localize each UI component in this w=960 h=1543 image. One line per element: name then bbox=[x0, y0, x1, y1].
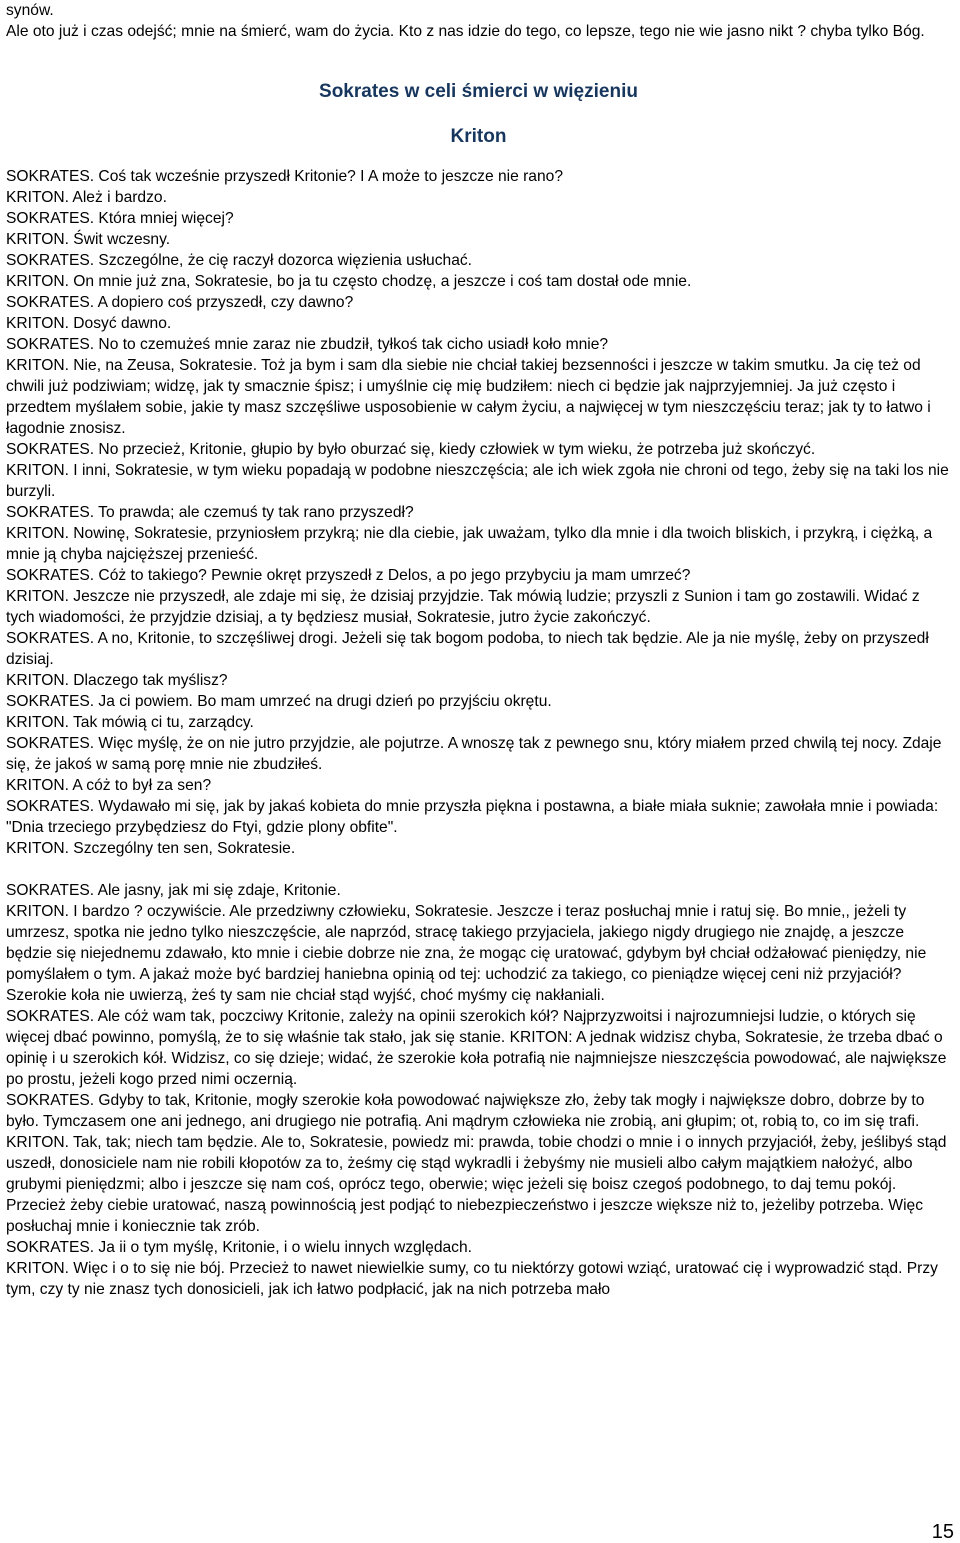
intro-paragraph: Ale oto już i czas odejść; mnie na śmierć, wam do życia. Kto z nas idzie do tego, co lepsze, tego nie wie jasno nikt ? chyba tylko Bóg. bbox=[6, 23, 925, 40]
blank-line bbox=[6, 859, 951, 880]
dialogue-line: SOKRATES. Coś tak wcześnie przyszedł Kritonie? I A może to jeszcze nie rano? bbox=[6, 168, 563, 185]
dialogue-line: KRITON. Tak, tak; niech tam będzie. Ale to, Sokratesie, powiedz mi: prawda, tobie chodzi o mnie i o innych przyjaciół, żeby, jeślibyś stąd uszedł, donosiciele nam nie robili kłopotów za to, żeśmy cię stąd wykradli i żebyśmy nie musieli albo całym majątkiem nałożyć, albo grubymi pieniędzmi; albo i jeszcze się nam coś, oprócz tego, oberwie; więc jeżeli się boisz czegoś podobnego, to daj temu pokój. Przecież żeby ciebie uratować, naszą powinnością jest podjąć to niebezpieczeństwo i jeszcze większe niż to, jeżeliby potrzeba. Więc posłuchaj mnie i koniecznie tak zrób. bbox=[6, 1134, 947, 1235]
dialogue-line: SOKRATES. No przecież, Kritonie, głupio by było oburzać się, kiedy człowiek w tym wieku, że potrzeba już skończyć. bbox=[6, 441, 816, 458]
page-title: Sokrates w celi śmierci w więzieniu bbox=[319, 81, 638, 102]
dialogue-line: KRITON. Jeszcze nie przyszedł, ale zdaje mi się, że dzisiaj przyjdzie. Tak mówią ludzie; przyszli z Sunion i tam go zostawili. Widać z tych wiadomości, że przyjdzie dzisiaj, a ty będziesz musiał, Sokratesie, jutro życie zakończyć. bbox=[6, 588, 920, 626]
dialogue-line: SOKRATES. Ale cóż wam tak, poczciwy Kritonie, zależy na opinii szerokich kół? Najprzyzwoitsi i najrozumniejsi ludzie, o których się więcej dbać powinno, pomyślą, że to się właśnie tak stało, jak się stanie. KRITON: A jednak widzisz chyba, Sokratesie, że trzeba dbać o opinię i u szerokich kół. Widzisz, co się dzieje; widać, że szerokie koła potrafią nie najmniejsze nieszczęścia powodować, ale największe po prostu, jeżeli kogo przed nimi oczernią. bbox=[6, 1008, 947, 1088]
page-number: 15 bbox=[931, 1521, 954, 1543]
dialogue-line: KRITON. Ależ i bardzo. bbox=[6, 189, 167, 206]
dialogue-line: SOKRATES. Więc myślę, że on nie jutro przyjdzie, ale pojutrze. A wnoszę tak z pewnego snu, który miałem przed chwilą tej nocy. Zdaje się, że jakoś w samą porę mnie nie zbudziłeś. bbox=[6, 735, 942, 773]
dialogue-line: SOKRATES. Ale jasny, jak mi się zdaje, Kritonie. bbox=[6, 882, 341, 899]
dialogue-line: KRITON. On mnie już zna, Sokratesie, bo ja tu często chodzę, a jeszcze i coś tam dostał ode mnie. bbox=[6, 273, 692, 290]
dialogue-line: KRITON. I inni, Sokratesie, w tym wieku popadają w podobne nieszczęścia; ale ich wiek zgoła nie chroni od tego, żeby się na taki los nie burzyli. bbox=[6, 462, 949, 500]
dialogue-line: SOKRATES. Wydawało mi się, jak by jakaś kobieta do mnie przyszła piękna i postawna, a białe miała suknie; zawołała mnie i powiada: "Dnia trzeciego przybędziesz do Ftyi, gdzie plony obfite". bbox=[6, 798, 939, 836]
dialogue-line: KRITON. I bardzo ? oczywiście. Ale przedziwny człowieku, Sokratesie. Jeszcze i teraz posłuchaj mnie i ratuj się. Bo mnie,, jeżeli ty umrzesz, spotka nie jedno tylko nieszczęście, ale naprzód, stracę takiego przyjaciela, jakiego nigdy drugiego nie znajdę, a jeszcze będzie się niejednemu zdawało, kto mnie i ciebie dobrze nie zna, że mogąc cię uratować, gdybym był chciał odżałować pieniędzy, nie pomyślałem o tym. A jakaż może być bardziej haniebna opinią od tej: uchodzić za takiego, co pieniądze więcej ceni niż przyjaciół? Szerokie koła nie uwierzą, żeś ty sam nie chciał stąd wyjść, choć myśmy cię nakłaniali. bbox=[6, 903, 927, 1004]
dialogue-line: SOKRATES. No to czemużeś mnie zaraz nie zbudził, tyłkoś tak cicho usiadł koło mnie? bbox=[6, 336, 609, 353]
dialogue-line: KRITON. Tak mówią ci tu, zarządcy. bbox=[6, 714, 254, 731]
document-page bbox=[6, 0, 951, 1300]
dialogue-line: KRITON. Nowinę, Sokratesie, przyniosłem przykrą; nie dla ciebie, jak uważam, tylko dla mnie i dla twoich bliskich, i przykrą, i ciężką, a mnie ją chyba najcięższej przenieść. bbox=[6, 525, 933, 563]
dialogue-section bbox=[6, 166, 951, 859]
dialogue-line: SOKRATES. Ja ci powiem. Bo mam umrzeć na drugi dzień po przyjściu okrętu. bbox=[6, 693, 552, 710]
dialogue-line: KRITON. Szczególny ten sen, Sokratesie. bbox=[6, 840, 296, 857]
dialogue-line: KRITON. Więc i o to się nie bój. Przecież to nawet niewielkie sumy, co tu niektórzy gotowi wziąć, uratować cię i wyprowadzić stąd. Przy tym, czy ty nie znasz tych donosicieli, jak ich łatwo podpłacić, jak na nich potrzeba mało bbox=[6, 1260, 938, 1298]
page-subtitle: Kriton bbox=[450, 126, 507, 147]
dialogue-line: SOKRATES. A no, Kritonie, to szczęśliwej drogi. Jeżeli się tak bogom podoba, to niech tak będzie. Ale ja nie myślę, żeby on przyszedł dzisiaj. bbox=[6, 630, 929, 668]
dialogue-line: SOKRATES. Która mniej więcej? bbox=[6, 210, 234, 227]
dialogue-line: KRITON. A cóż to był za sen? bbox=[6, 777, 212, 794]
dialogue-line: SOKRATES. To prawda; ale czemuś ty tak rano przyszedł? bbox=[6, 504, 414, 521]
dialogue-line: KRITON. Nie, na Zeusa, Sokratesie. Toż ja bym i sam dla siebie nie chciał takiej bezsenności i jeszcze w takim smutku. Ja cię też od chwili już podziwiam; widzę, jak ty smacznie śpisz; i umyślnie cię mię budziłem: niech ci będzie jak najprzyjemniej. Ja już często i przedtem myślałem sobie, jakie ty masz szczęśliwe usposobienie w całym życiu, a najwięcej w tym nieszczęściu teraz; jak ty to łatwo i łagodnie znosisz. bbox=[6, 357, 931, 437]
dialogue-line: KRITON. Dosyć dawno. bbox=[6, 315, 172, 332]
dialogue-line: KRITON. Świt wczesny. bbox=[6, 231, 171, 248]
dialogue-line: SOKRATES. Ja ii o tym myślę, Kritonie, i o wielu innych względach. bbox=[6, 1239, 472, 1256]
intro-line: synów. bbox=[6, 2, 54, 19]
dialogue-line: SOKRATES. Gdyby to tak, Kritonie, mogły szerokie koła powodować największe zło, żeby tak mogły i największe dobro, dobrze by to było. Tymczasem one ani jednego, ani drugiego nie potrafią. Ani mądrym człowieka nie zrobią, ani głupim; ot, robią to, co im się trafi. bbox=[6, 1092, 925, 1130]
dialogue-line: SOKRATES. Cóż to takiego? Pewnie okręt przyszedł z Delos, a po jego przybyciu ja mam umrzeć? bbox=[6, 567, 691, 584]
dialogue-line: KRITON. Dlaczego tak myślisz? bbox=[6, 672, 228, 689]
dialogue-line: SOKRATES. A dopiero coś przyszedł, czy dawno? bbox=[6, 294, 354, 311]
dialogue-section-continued bbox=[6, 880, 951, 1300]
dialogue-line: SOKRATES. Szczególne, że cię raczył dozorca więzienia usłuchać. bbox=[6, 252, 472, 269]
